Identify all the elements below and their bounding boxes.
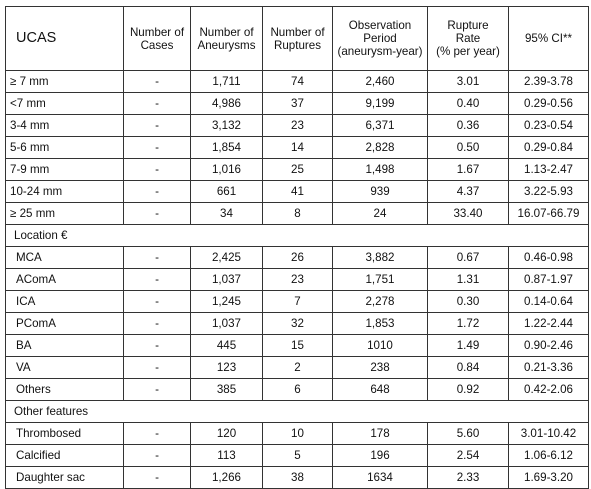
- table-row: [6, 247, 589, 269]
- header-ci: 95% CI**: [509, 7, 589, 71]
- observation-cell: 1,751: [333, 269, 428, 291]
- table-row: [6, 269, 589, 291]
- aneurysms-cell: 3,132: [191, 115, 263, 137]
- ci-cell: 0.87-1.97: [509, 269, 589, 291]
- header-row: [6, 7, 589, 71]
- row-label: AComA: [6, 269, 124, 291]
- row-label: MCA: [6, 247, 124, 269]
- ci-cell: 1.69-3.20: [509, 467, 589, 489]
- ci-cell: 1.13-2.47: [509, 159, 589, 181]
- observation-cell: 1010: [333, 335, 428, 357]
- aneurysms-cell: 1,016: [191, 159, 263, 181]
- table-title: UCAS: [6, 7, 124, 71]
- ruptures-cell: 26: [263, 247, 333, 269]
- row-label: Thrombosed: [6, 423, 124, 445]
- ucas-table: [5, 6, 589, 489]
- ci-cell: 2.39-3.78: [509, 71, 589, 93]
- row-label: ≥ 7 mm: [6, 71, 124, 93]
- observation-cell: 6,371: [333, 115, 428, 137]
- header-rupture-rate: Rupture Rate (% per year): [428, 7, 509, 71]
- table-row: [6, 379, 589, 401]
- cases-cell: -: [124, 379, 191, 401]
- rate-cell: 2.54: [428, 445, 509, 467]
- observation-cell: 178: [333, 423, 428, 445]
- ruptures-cell: 41: [263, 181, 333, 203]
- table-row: [6, 313, 589, 335]
- cases-cell: -: [124, 445, 191, 467]
- aneurysms-cell: 4,986: [191, 93, 263, 115]
- ci-cell: 3.01-10.42: [509, 423, 589, 445]
- aneurysms-cell: 661: [191, 181, 263, 203]
- cases-cell: -: [124, 159, 191, 181]
- ci-cell: 0.42-2.06: [509, 379, 589, 401]
- rate-cell: 0.84: [428, 357, 509, 379]
- cases-cell: -: [124, 93, 191, 115]
- table-row: [6, 159, 589, 181]
- observation-cell: 24: [333, 203, 428, 225]
- table-row: [6, 335, 589, 357]
- section-other-features: [6, 401, 589, 423]
- aneurysms-cell: 1,266: [191, 467, 263, 489]
- ruptures-cell: 74: [263, 71, 333, 93]
- table-row: [6, 115, 589, 137]
- cases-cell: -: [124, 291, 191, 313]
- observation-cell: 1,853: [333, 313, 428, 335]
- cases-cell: -: [124, 269, 191, 291]
- ci-cell: 0.23-0.54: [509, 115, 589, 137]
- aneurysms-cell: 2,425: [191, 247, 263, 269]
- section-location: [6, 225, 589, 247]
- observation-cell: 939: [333, 181, 428, 203]
- rate-cell: 1.49: [428, 335, 509, 357]
- row-label: Others: [6, 379, 124, 401]
- aneurysms-cell: 120: [191, 423, 263, 445]
- cases-cell: -: [124, 467, 191, 489]
- row-label: 10-24 mm: [6, 181, 124, 203]
- aneurysms-cell: 445: [191, 335, 263, 357]
- ruptures-cell: 23: [263, 115, 333, 137]
- cases-cell: -: [124, 357, 191, 379]
- header-aneurysms: Number of Aneurysms: [191, 7, 263, 71]
- cases-cell: -: [124, 423, 191, 445]
- aneurysms-cell: 1,037: [191, 269, 263, 291]
- rate-cell: 1.31: [428, 269, 509, 291]
- header-observation-period: Observation Period (aneurysm-year): [333, 7, 428, 71]
- row-label: 3-4 mm: [6, 115, 124, 137]
- table-row: [6, 181, 589, 203]
- header-ruptures: Number of Ruptures: [263, 7, 333, 71]
- observation-cell: 2,460: [333, 71, 428, 93]
- ci-cell: 0.29-0.56: [509, 93, 589, 115]
- row-label: VA: [6, 357, 124, 379]
- header-cases: Number of Cases: [124, 7, 191, 71]
- aneurysms-cell: 1,037: [191, 313, 263, 335]
- ci-cell: 0.14-0.64: [509, 291, 589, 313]
- ci-cell: 0.21-3.36: [509, 357, 589, 379]
- ruptures-cell: 8: [263, 203, 333, 225]
- table-row: [6, 423, 589, 445]
- rate-cell: 5.60: [428, 423, 509, 445]
- cases-cell: -: [124, 115, 191, 137]
- observation-cell: 9,199: [333, 93, 428, 115]
- observation-cell: 2,828: [333, 137, 428, 159]
- section-location-label: Location €: [6, 225, 589, 247]
- row-label: Daughter sac: [6, 467, 124, 489]
- row-label: BA: [6, 335, 124, 357]
- cases-cell: -: [124, 335, 191, 357]
- observation-cell: 1,498: [333, 159, 428, 181]
- ci-cell: 0.90-2.46: [509, 335, 589, 357]
- aneurysms-cell: 1,245: [191, 291, 263, 313]
- observation-cell: 3,882: [333, 247, 428, 269]
- ruptures-cell: 32: [263, 313, 333, 335]
- aneurysms-cell: 113: [191, 445, 263, 467]
- ruptures-cell: 14: [263, 137, 333, 159]
- ci-cell: 0.29-0.84: [509, 137, 589, 159]
- rate-cell: 0.50: [428, 137, 509, 159]
- rate-cell: 0.40: [428, 93, 509, 115]
- row-label: 7-9 mm: [6, 159, 124, 181]
- table-row: [6, 291, 589, 313]
- aneurysms-cell: 34: [191, 203, 263, 225]
- ruptures-cell: 38: [263, 467, 333, 489]
- row-label: PComA: [6, 313, 124, 335]
- ruptures-cell: 7: [263, 291, 333, 313]
- table-row: [6, 137, 589, 159]
- ci-cell: 1.06-6.12: [509, 445, 589, 467]
- aneurysms-cell: 1,711: [191, 71, 263, 93]
- table-body: [6, 71, 589, 489]
- aneurysms-cell: 385: [191, 379, 263, 401]
- table-row: [6, 467, 589, 489]
- rate-cell: 1.67: [428, 159, 509, 181]
- cases-cell: -: [124, 137, 191, 159]
- rate-cell: 0.30: [428, 291, 509, 313]
- table-row: [6, 445, 589, 467]
- ruptures-cell: 6: [263, 379, 333, 401]
- rate-cell: 3.01: [428, 71, 509, 93]
- cases-cell: -: [124, 181, 191, 203]
- section-other-features-label: Other features: [6, 401, 589, 423]
- ci-cell: 0.46-0.98: [509, 247, 589, 269]
- cases-cell: -: [124, 313, 191, 335]
- row-label: 5-6 mm: [6, 137, 124, 159]
- rate-cell: 1.72: [428, 313, 509, 335]
- observation-cell: 238: [333, 357, 428, 379]
- observation-cell: 648: [333, 379, 428, 401]
- rate-cell: 0.36: [428, 115, 509, 137]
- ruptures-cell: 23: [263, 269, 333, 291]
- row-label: <7 mm: [6, 93, 124, 115]
- rate-cell: 4.37: [428, 181, 509, 203]
- observation-cell: 2,278: [333, 291, 428, 313]
- ruptures-cell: 10: [263, 423, 333, 445]
- ci-cell: 3.22-5.93: [509, 181, 589, 203]
- row-label: ICA: [6, 291, 124, 313]
- ruptures-cell: 25: [263, 159, 333, 181]
- observation-cell: 1634: [333, 467, 428, 489]
- cases-cell: -: [124, 203, 191, 225]
- ci-cell: 16.07-66.79: [509, 203, 589, 225]
- ruptures-cell: 15: [263, 335, 333, 357]
- aneurysms-cell: 123: [191, 357, 263, 379]
- ruptures-cell: 5: [263, 445, 333, 467]
- ruptures-cell: 37: [263, 93, 333, 115]
- ci-cell: 1.22-2.44: [509, 313, 589, 335]
- table-row: [6, 71, 589, 93]
- rate-cell: 0.67: [428, 247, 509, 269]
- observation-cell: 196: [333, 445, 428, 467]
- row-label: ≥ 25 mm: [6, 203, 124, 225]
- ruptures-cell: 2: [263, 357, 333, 379]
- table-row: [6, 357, 589, 379]
- rate-cell: 2.33: [428, 467, 509, 489]
- cases-cell: -: [124, 247, 191, 269]
- rate-cell: 0.92: [428, 379, 509, 401]
- rate-cell: 33.40: [428, 203, 509, 225]
- table-row: [6, 93, 589, 115]
- aneurysms-cell: 1,854: [191, 137, 263, 159]
- table-row: [6, 203, 589, 225]
- cases-cell: -: [124, 71, 191, 93]
- row-label: Calcified: [6, 445, 124, 467]
